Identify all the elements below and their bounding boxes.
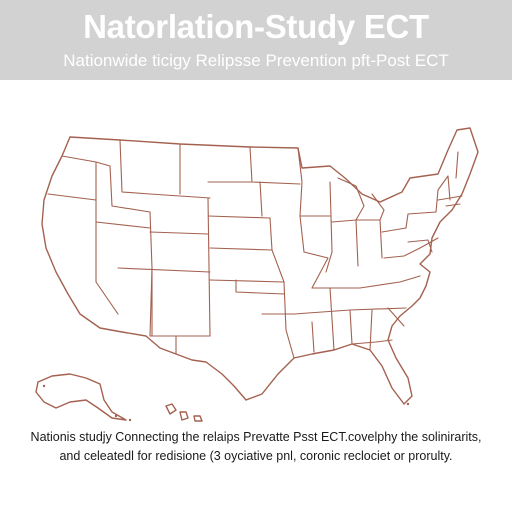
page-subtitle: Nationwide ticigy Relipsse Prevention pft-Post ECT [63,51,449,70]
hawaii-island [194,416,202,421]
title-banner [0,0,512,80]
island-dot [407,403,409,405]
page-title: Natorlation-Study ECT [83,8,429,45]
island-dot [43,385,45,387]
hawaii-island [166,404,176,414]
map-caption [6,428,506,466]
island-dot [129,419,131,421]
hawaii-island [180,412,188,420]
caption-line-2: and celeatedl for redisione (3 oyciative pnl, coronic reclociet or prorulty. [59,449,453,463]
caption-line-1: Nationis studjy Connecting the relaips Prevatte Psst ECT.covelphy the solinirarits, [30,430,482,444]
alaska-outline [36,374,126,420]
island-dot [115,415,117,417]
us-map-svg [0,82,512,422]
us-outline [42,128,478,404]
us-map [0,82,512,422]
